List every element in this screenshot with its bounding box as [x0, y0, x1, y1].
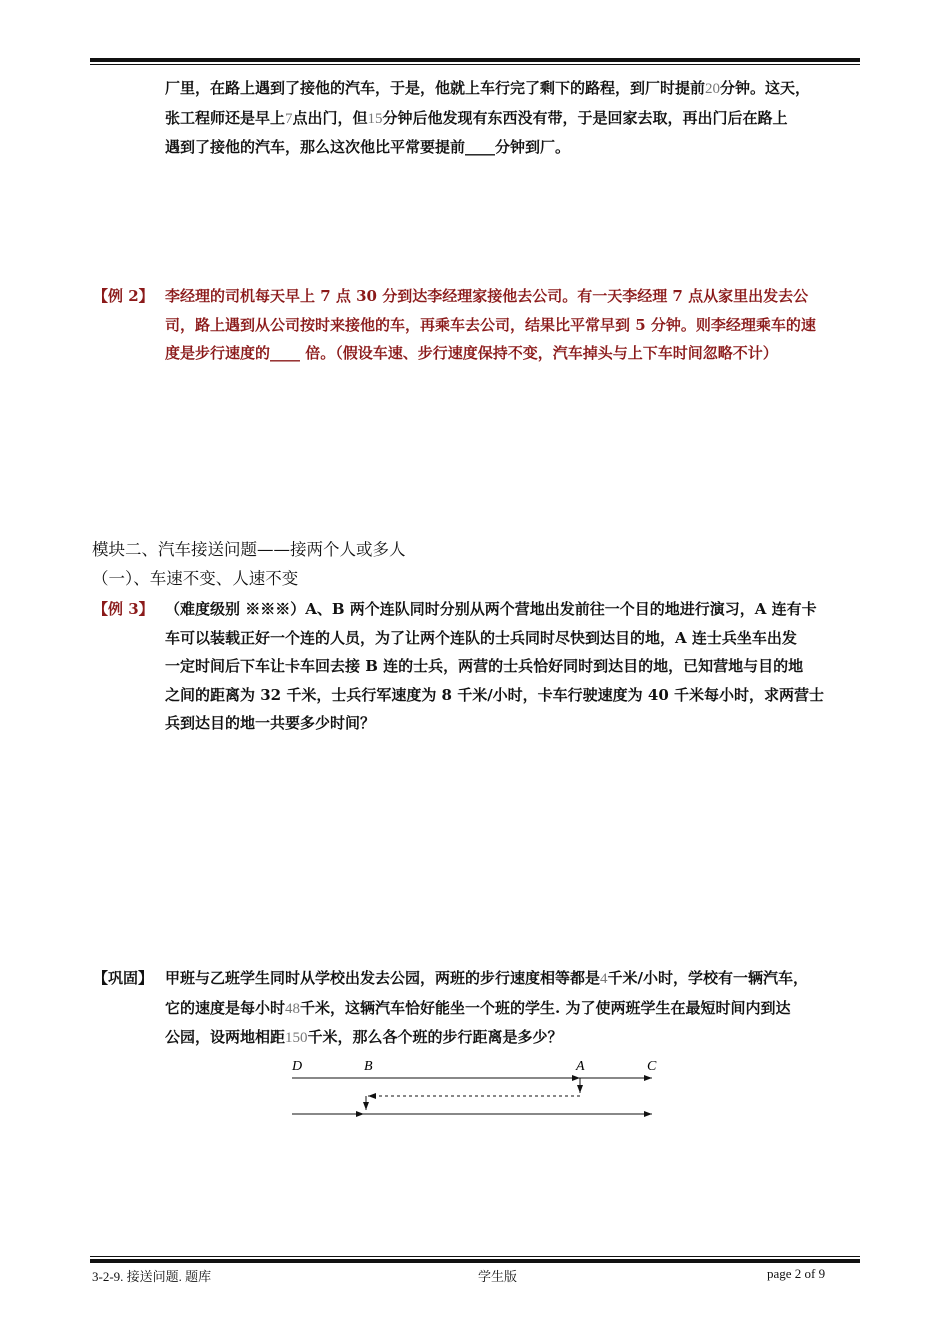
example-3-text [165, 595, 865, 738]
consolidate-line-3: 公园，设两地相距150千米，那么各个班的步行距离是多少？ [165, 1028, 563, 1046]
footer-rule-thick [90, 1259, 860, 1263]
intro-line-3: 遇到了接他的汽车，那么这次他比平常要提前____分钟到厂。 [165, 138, 571, 156]
footer-page-number: page 2 of 9 [767, 1266, 826, 1281]
example-2-line: 度是步行速度的____ 倍。（假设车速、步行速度保持不变，汽车掉头与上下车时间忽略不计） [165, 344, 778, 362]
footer-version: 学生版 [478, 1269, 518, 1284]
intro-paragraph [165, 74, 865, 162]
label-a: A [576, 1059, 585, 1074]
example-2-tag: 【例 2】 [93, 287, 154, 305]
intro-line-2: 张工程师还是早上7点出门，但15分钟后他发现有东西没有带，于是回家去取，再出门后在路上 [165, 108, 788, 127]
consolidate-line-1: 甲班与乙班学生同时从学校出发去公园，两班的步行速度相等都是4千米/小时，学校有一辆汽车， [165, 969, 808, 987]
example-3-tag: 【例 3】 [93, 600, 154, 618]
consolidate-text [165, 964, 865, 1053]
example-3-line: 一定时间后下车让卡车回去接 B 连的士兵，两营的士兵恰好同时到达目的地，已知营地与目的地 [165, 657, 804, 675]
consolidate-tag: 【巩固】 [93, 969, 154, 987]
header-rule-thick [90, 58, 860, 62]
module-2-subtitle: （一）、车速不变、人速不变 [92, 569, 299, 588]
label-c: C [647, 1059, 657, 1074]
example-2-line: 司，路上遇到从公司按时来接他的车，再乘车去公司，结果比平常早到 5 分钟。则李经理乘车的速 [165, 315, 816, 334]
label-b: B [364, 1059, 373, 1074]
consolidate-line-2: 它的速度是每小时48千米，这辆汽车恰好能坐一个班的学生. 为了使两班学生在最短时间内到达 [165, 998, 791, 1017]
module-2-title: 模块二、汽车接送问题——接两个人或多人 [92, 540, 406, 559]
intro-line-1: 厂里，在路上遇到了接他的汽车，于是，他就上车行完了剩下的路程，到厂时提前20分钟。这天， [165, 79, 811, 97]
example-3-line: 车可以装载正好一个连的人员，为了让两个连队的士兵同时尽快到达目的地，A 连士兵坐车出发 [165, 628, 797, 647]
footer-doc-id: 3-2-9. 接送问题. 题库 [92, 1269, 212, 1284]
example-3-line: （难度级别 ※※※）A、B 两个连队同时分别从两个营地出发前往一个目的地进行演习，A 连有卡 [165, 600, 817, 618]
footer-rule-thin [90, 1256, 860, 1257]
example-2-line: 李经理的司机每天早上 7 点 30 分到达李经理家接他去公司。有一天李经理 7 点从家里出发去公 [165, 287, 809, 305]
example-3-line: 兵到达目的地一共要多少时间？ [165, 714, 376, 732]
route-diagram [280, 1050, 680, 1130]
header-rule-thin [90, 64, 860, 65]
example-2-text [165, 282, 865, 368]
label-d: D [292, 1059, 303, 1074]
example-3-line: 之间的距离为 32 千米，士兵行军速度为 8 千米/小时，卡车行驶速度为 40 千米每小时，求两营士 [165, 685, 825, 704]
